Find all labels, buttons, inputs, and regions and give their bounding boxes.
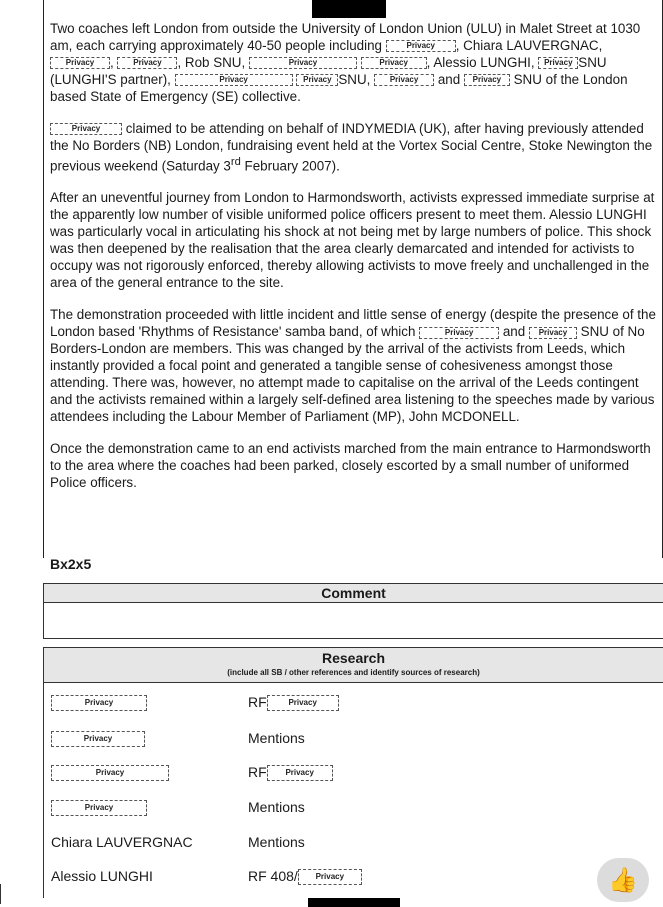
redaction-box: Privacy [249,57,357,69]
paragraph-5: Once the demonstration came to an end activists marched from the main entrance to Harmondsworth to the area where the coaches had been parked, closely escorted by a small number of uniformed Police officers. [50,441,651,491]
paragraph-2: Privacy claimed to be attending on behalf of INDYMEDIA (UK), after having previously attended the No Borders (NB) London, fundraising event held at the Vortex Social Centre, Stoke Newington the previous weekend (Saturday 3rd February 2007). [50,121,653,174]
comment-box [43,583,663,639]
redaction-box: Privacy [117,57,177,69]
research-subheading: (include all SB / other references and identify sources of research) [227,668,480,677]
redaction-box: Privacy [374,74,434,86]
research-row: Alessio LUNGHI RF 408/ Privacy [51,868,651,888]
redaction-box: Privacy [419,327,499,339]
left-border [43,0,44,558]
paragraph-1: Two coaches left London from outside the University of London Union (ULU) in Malet Street at 1030 am, each carrying approximately 40-50 people including Privacy , Chiara LAUVERGNAC, Privacy , Privacy , Rob SNU, Privacy Privacy , Alessio LUNGHI, Privacy SNU (LUNGHI'S partner), Privacy Privacy SNU, Privacy and Privacy SNU of the London based State of Emergency (SE) collective. [50,21,641,104]
redaction-box: Privacy [464,74,510,86]
redaction-box: Privacy [51,765,169,781]
thumbs-up-icon[interactable]: 👍 [597,858,649,902]
research-row: Privacy Mentions [51,799,651,819]
redaction-box: Privacy [267,695,339,711]
redaction-box: Privacy [51,731,145,747]
redaction-box: Privacy [386,40,456,52]
comment-heading: Comment [44,584,663,603]
bottom-redaction-bar [308,898,400,907]
redaction-box: Privacy [175,74,293,86]
research-row: Chiara LAUVERGNAC Mentions [51,834,305,850]
research-box [43,647,663,898]
redaction-box: Privacy [529,327,577,339]
grading-reference: Bx2x5 [50,556,92,572]
research-row: Privacy RF Privacy [51,764,651,784]
research-row: Privacy Mentions [51,730,651,750]
redaction-box: Privacy [50,123,122,135]
redaction-box: Privacy [538,57,578,69]
redaction-box: Privacy [267,765,333,781]
research-heading: Research [321,650,386,666]
redaction-box: Privacy [296,74,338,86]
edge-mark [0,884,1,904]
paragraph-3: After an uneventful journey from London to Harmondsworth, activists expressed immediate surprise at the apparently low number of visible uniformed police officers present to meet them. Alessio LUNGHI was particularly vocal in articulating his shock at not being met by large numbers of police. This shock was then deepened by the realisation that the area clearly demarcated and intended for activists to occupy was not rigorously enforced, thereby allowing activists to move freely and unchallenged in the area of the general entrance to the site. [50,190,655,291]
top-redaction-bar [312,0,386,18]
redaction-box: Privacy [50,57,110,69]
redaction-box: Privacy [361,57,427,69]
report-body [50,20,662,506]
research-header [44,648,663,683]
redaction-box: Privacy [298,869,362,885]
research-row: Privacy RF Privacy [51,694,651,714]
redaction-box: Privacy [51,800,147,816]
paragraph-4: The demonstration proceeded with little incident and little sense of energy (despite the presence of the London based 'Rhythms of Resistance' samba band, of which Privacy and Privacy SNU of No Borders-London are members. This was changed by the arrival of the activists from Leeds, which instantly provided a focal point and generated a tangible sense of cohesiveness amongst those attending. There was, however, no attempt made to capitalise on the arrival of the Leeds contingent and the activists remained within a largely self-defined area listening to the speeches made by various attendees including the Labour Member of Parliament (MP), John MCDONELL. [50,307,656,425]
redaction-box: Privacy [51,695,147,711]
